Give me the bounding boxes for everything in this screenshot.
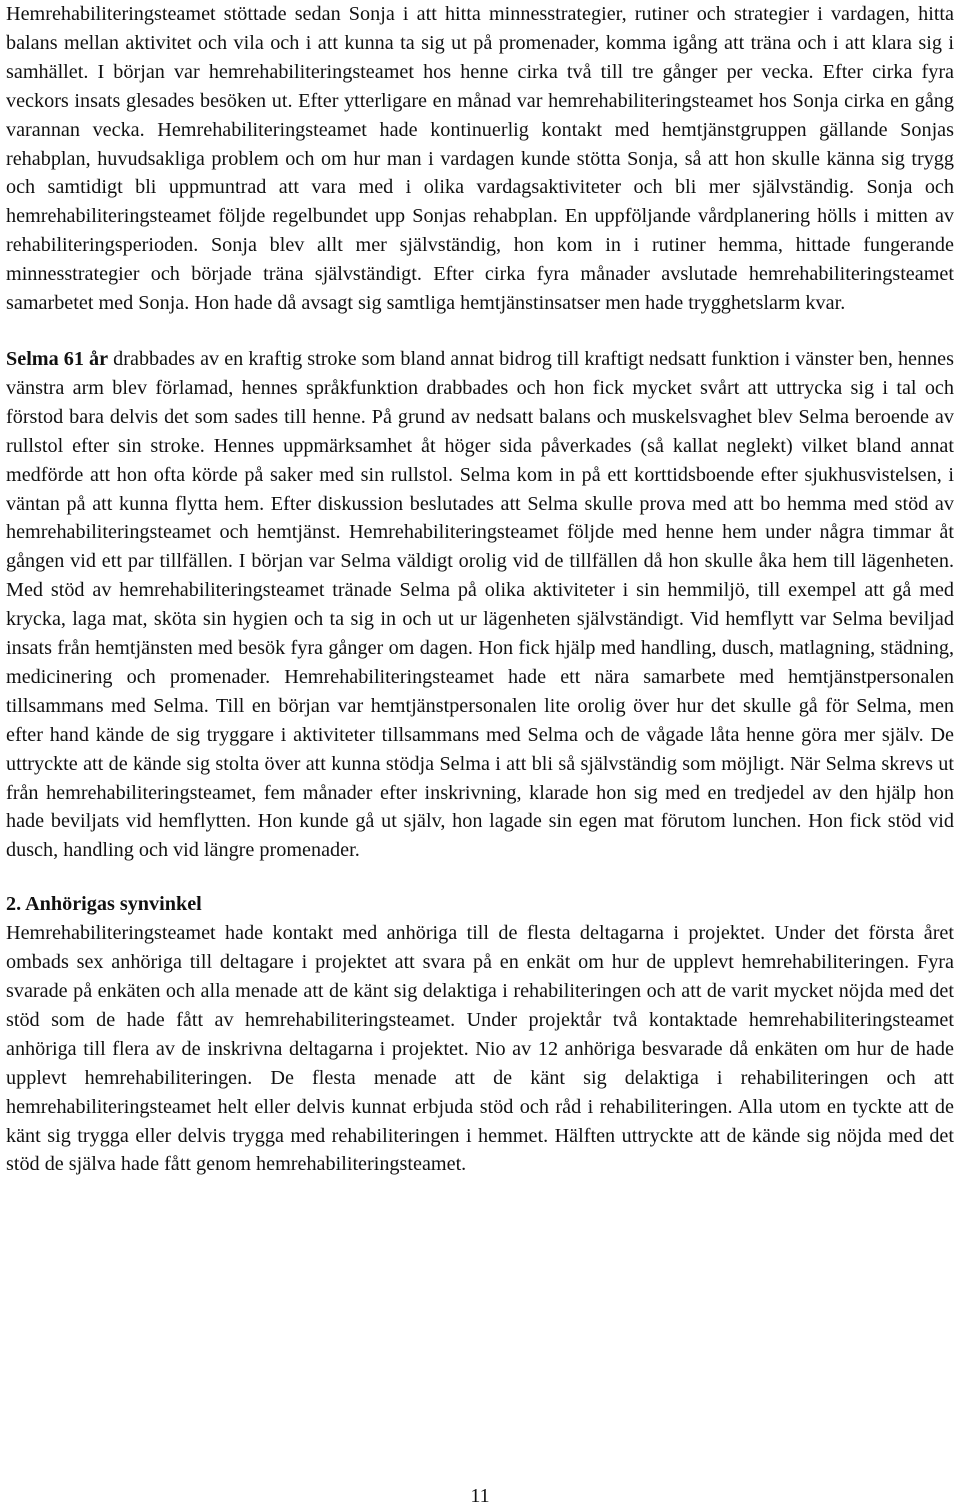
case-lead-selma: Selma 61 år (6, 347, 109, 370)
case-body-selma: drabbades av en kraftig stroke som bland annat bidrog till kraftigt nedsatt funktion i vänster ben, hennes vänstra arm blev förlamad, hennes språkfunktion drabbades och hon fick mycket svårt att uttrycka sig i tal och förstod bara delvis det som sades till henne. På grund av nedsatt balans och muskelsvaghet blev Selma beroende av rullstol efter sin stroke. Hennes uppmärksamhet åt höger sida påverkades (så kallat neglekt) vilket bland annat medförde att hon ofta körde på saker med sin rullstol. Selma kom in på ett korttidsboende efter sjukhusvistelsen, i väntan på att kunna flytta hem. Efter diskussion beslutades att Selma skulle prova med att bo hemma med stöd av hemrehabiliteringsteamet och hemtjänst. Hemrehabiliteringsteamet följde med henne hem under några timmar åt gången vid ett par tillfällen. I början var Selma väldigt orolig vid de tillfällen då hon skulle åka hem till lägenheten. Med stöd av hemrehabiliteringsteamet tränade Selma på olika aktiviteter i sin hemmiljö, till exempel att gå med krycka, laga mat, sköta sin hygien och ta sig in och ut ur lägenheten självständigt. Vid hemflytt var Selma beviljad insats från hemtjänsten med besök fyra gånger om dagen. Hon fick hjälp med handling, dusch, matlagning, städning, medicinering och promenader. Hemrehabiliteringsteamet hade ett nära samarbete med hemtjänstpersonalen tillsammans med Selma. Till en början var hemtjänstpersonalen lite orolig över hur det skulle gå för Selma, men efter hand kände de sig tryggare i aktiviteter tillsammans med Selma och de vågade låta henne göra mer själv. De uttryckte att de kände sig stolta över att kunna stödja Selma i att bli så självständig som möjligt. När Selma skrevs ut från hemrehabiliteringsteamet, fem månader efter inskrivning, klarade hon sig med en tredjedel av den hjälp hon hade beviljats vid hemflytten. Hon kunde gå ut själv, hon lagade sin egen mat förutom lunchen. Hon fick stöd vid dusch, handling och vid längre promenader. (6, 347, 954, 862)
paragraph-anhoriga: Hemrehabiliteringsteamet hade kontakt med anhöriga till de flesta deltagarna i projektet. Under det första året ombads sex anhöriga till deltagare i projektet att svara på en enkät om hur de upplevt hemrehabiliteringen. Fyra svarade på enkäten och alla menade att de känt sig delaktiga i rehabiliteringen och att de varit mycket nöjda med det stöd som de hade fått av hemrehabiliteringsteamet. Under projektår två kontaktade hemrehabiliteringsteamet anhöriga till flera av de inskrivna deltagarna i projektet. Nio av 12 anhöriga besvarade då enkäten om hur de hade upplevt hemrehabiliteringen. De flesta menade att de känt sig delaktiga i rehabiliteringen och att hemrehabiliteringsteamet helt eller delvis kunnat erbjuda stöd och råd i rehabiliteringen. Alla utom en tyckte att de känt sig trygga eller delvis trygga med rehabiliteringen i hemmet. Hälften uttryckte att de kände sig nöjda med det stöd de själva hade fått genom hemrehabiliteringsteamet. (6, 922, 954, 1176)
page-number: 11 (470, 1485, 490, 1507)
document-page (6, 0, 954, 1179)
paragraph-sonja-rehabilitation: Hemrehabiliteringsteamet stöttade sedan Sonja i att hitta minnesstrategier, rutiner och strategier i vardagen, hitta balans mellan aktivitet och vila och i att kunna ta sig ut på promenader, komma igång att träna och i att klara sig i samhället. I början var hemrehabiliteringsteamet hos henne cirka två till tre gånger per vecka. Efter cirka fyra veckors insats glesades besöken ut. Efter ytterligare en månad var hemrehabiliteringsteamet hos Sonja cirka en gång varannan vecka. Hemrehabiliteringsteamet hade kontinuerlig kontakt med hemtjänstgruppen gällande Sonjas rehabplan, huvudsakliga problem och om hur man i vardagen kunde stötta Sonja, så att hon skulle känna sig trygg och samtidigt bli uppmuntrad att vara med i olika vardagsaktiviteter och bli mer självständig. Sonja och hemrehabiliteringsteamet följde regelbundet upp Sonjas rehabplan. En uppföljande vårdplanering hölls i mitten av rehabiliteringsperioden. Sonja blev allt mer självständig, hon kom in i rutiner hemma, hittade fungerande minnesstrategier och började träna självständigt. Efter cirka fyra månader avslutade hemrehabiliteringsteamet samarbetet med Sonja. Hon hade då avsagt sig samtliga hemtjänstinsatser men hade trygghetslarm kvar. (6, 3, 954, 315)
paragraph-selma-case (6, 345, 954, 865)
section-heading-anhorigas-synvinkel: 2. Anhörigas synvinkel (6, 893, 202, 916)
